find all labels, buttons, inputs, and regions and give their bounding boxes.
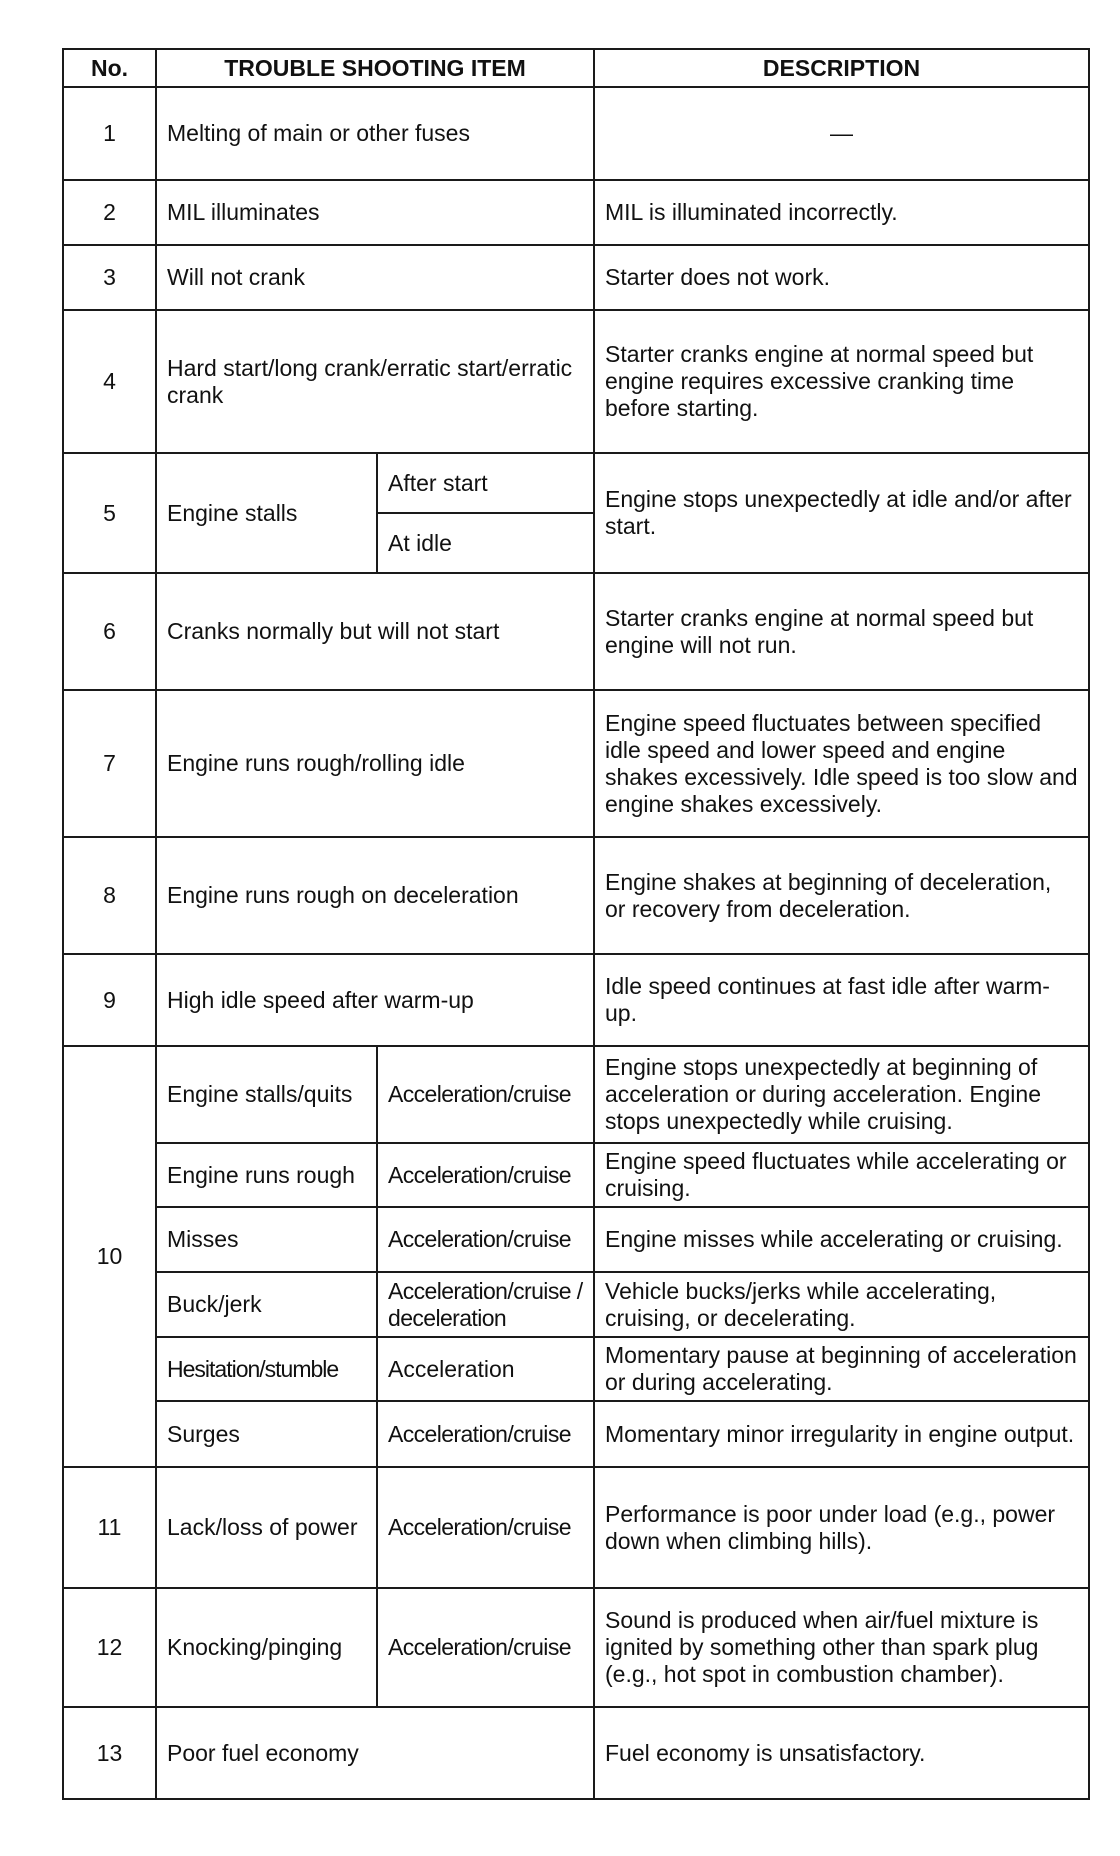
trouble-item: Misses: [156, 1207, 377, 1272]
table-row: [63, 310, 1089, 453]
description: Engine stops unexpectedly at idle and/or after start.: [594, 453, 1089, 573]
trouble-item: Surges: [156, 1401, 377, 1467]
row-number: 3: [63, 245, 156, 310]
row-number: 8: [63, 837, 156, 954]
trouble-item: Poor fuel economy: [156, 1707, 594, 1799]
table-row: [63, 1207, 1089, 1272]
header-no: No.: [63, 49, 156, 87]
description: Vehicle bucks/jerks while accelerating, cruising, or decelerating.: [594, 1272, 1089, 1337]
condition: Acceleration/cruise: [377, 1143, 594, 1207]
row-number: 13: [63, 1707, 156, 1799]
table-row: [63, 837, 1089, 954]
row-number: 1: [63, 87, 156, 180]
row-number: 11: [63, 1467, 156, 1588]
condition: Acceleration/cruise: [377, 1046, 594, 1143]
troubleshooting-table: [62, 48, 1090, 1800]
table-row: [63, 453, 1089, 513]
description: Momentary pause at beginning of acceleration or during accelerating.: [594, 1337, 1089, 1401]
trouble-item: Hesitation/stumble: [156, 1337, 377, 1401]
description: Starter cranks engine at normal speed but engine requires excessive cranking time before starting.: [594, 310, 1089, 453]
header-row: [63, 49, 1089, 87]
description: Sound is produced when air/fuel mixture is ignited by something other than spark plug (e.g., hot spot in combustion chamber).: [594, 1588, 1089, 1707]
trouble-item: Engine runs rough/rolling idle: [156, 690, 594, 837]
description: Performance is poor under load (e.g., power down when climbing hills).: [594, 1467, 1089, 1588]
trouble-item: Knocking/pinging: [156, 1588, 377, 1707]
condition: At idle: [377, 513, 594, 573]
row-number: 2: [63, 180, 156, 245]
table-row: [63, 87, 1089, 180]
condition: Acceleration/cruise / deceleration: [377, 1272, 594, 1337]
table-row: [63, 245, 1089, 310]
condition: After start: [377, 453, 594, 513]
table-row: [63, 1707, 1089, 1799]
description: Momentary minor irregularity in engine output.: [594, 1401, 1089, 1467]
row-number: 4: [63, 310, 156, 453]
condition: Acceleration/cruise: [377, 1401, 594, 1467]
row-number: 9: [63, 954, 156, 1046]
trouble-item: Melting of main or other fuses: [156, 87, 594, 180]
description: Starter cranks engine at normal speed but engine will not run.: [594, 573, 1089, 690]
trouble-item: Engine runs rough: [156, 1143, 377, 1207]
row-number: 7: [63, 690, 156, 837]
row-number: 5: [63, 453, 156, 573]
table-row: [63, 573, 1089, 690]
trouble-item: High idle speed after warm-up: [156, 954, 594, 1046]
table-row: [63, 1272, 1089, 1337]
description: MIL is illuminated incorrectly.: [594, 180, 1089, 245]
condition: Acceleration/cruise: [377, 1588, 594, 1707]
condition: Acceleration/cruise: [377, 1207, 594, 1272]
trouble-item: Engine stalls/quits: [156, 1046, 377, 1143]
trouble-item: Buck/jerk: [156, 1272, 377, 1337]
description: Engine stops unexpectedly at beginning of acceleration or during acceleration. Engine stops unexpectedly while cruising.: [594, 1046, 1089, 1143]
condition: Acceleration/cruise: [377, 1467, 594, 1588]
header-description: DESCRIPTION: [594, 49, 1089, 87]
description: Engine speed fluctuates between specified idle speed and lower speed and engine shakes excessively. Idle speed is too slow and engine shakes excessively.: [594, 690, 1089, 837]
table-row: [63, 954, 1089, 1046]
description: Idle speed continues at fast idle after warm-up.: [594, 954, 1089, 1046]
header-trouble-shooting-item: TROUBLE SHOOTING ITEM: [156, 49, 594, 87]
row-number: 12: [63, 1588, 156, 1707]
trouble-item: MIL illuminates: [156, 180, 594, 245]
trouble-item: Engine runs rough on deceleration: [156, 837, 594, 954]
row-number: 6: [63, 573, 156, 690]
table-row: [63, 1046, 1089, 1143]
table-row: [63, 1337, 1089, 1401]
table-row: [63, 1467, 1089, 1588]
description: Starter does not work.: [594, 245, 1089, 310]
description: Engine speed fluctuates while accelerating or cruising.: [594, 1143, 1089, 1207]
table-row: [63, 180, 1089, 245]
table-row: [63, 1143, 1089, 1207]
condition: Acceleration: [377, 1337, 594, 1401]
description: Engine misses while accelerating or cruising.: [594, 1207, 1089, 1272]
trouble-item: Cranks normally but will not start: [156, 573, 594, 690]
description: Fuel economy is unsatisfactory.: [594, 1707, 1089, 1799]
trouble-item: Will not crank: [156, 245, 594, 310]
trouble-item: Engine stalls: [156, 453, 377, 573]
trouble-item: Hard start/long crank/erratic start/erratic crank: [156, 310, 594, 453]
row-number: 10: [63, 1046, 156, 1467]
description: —: [594, 87, 1089, 180]
description: Engine shakes at beginning of deceleration, or recovery from deceleration.: [594, 837, 1089, 954]
trouble-item: Lack/loss of power: [156, 1467, 377, 1588]
table-row: [63, 690, 1089, 837]
table-row: [63, 1401, 1089, 1467]
table-row: [63, 1588, 1089, 1707]
